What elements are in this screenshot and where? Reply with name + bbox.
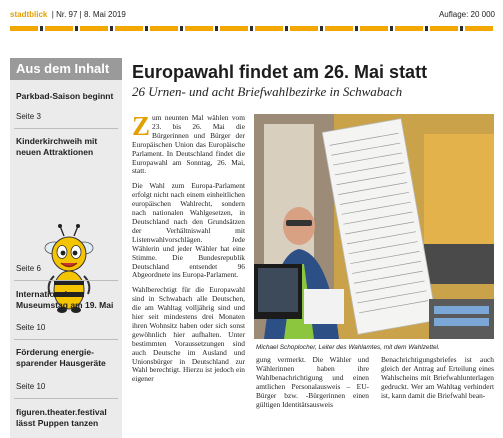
sidebar-item-page: Seite 10 — [16, 323, 46, 332]
article-column-3 — [381, 356, 494, 438]
sidebar-divider — [14, 128, 118, 129]
article-paragraph: Wahlberechtigt für die Europawahl sind in Schwabach alle Deutschen, die am Wahltag volljährig sind und hier seit mindestens drei Monaten ihren Wohnsitz haben oder sich sonst gewöhnlich hier aufhalten. Unter bestimmten Voraussetzungen sind auch Deutsche im Ausland und Unionsbürger in Deutschland zur Wahl berechtigt. Hierzu ist jedoch ein eigener — [132, 285, 245, 384]
sidebar-divider — [14, 339, 118, 340]
circulation: Auflage: 20 000 — [438, 10, 495, 19]
sidebar-item-page: Seite 10 — [16, 382, 46, 391]
sidebar-heading: Aus dem Inhalt — [10, 58, 122, 80]
sidebar-item-page: Seite 3 — [16, 112, 41, 121]
drop-cap: Z — [132, 114, 151, 141]
sidebar-item-page: Seite 6 — [16, 264, 41, 273]
sidebar-item-title: Förderung energie-sparender Hausgeräte — [16, 347, 106, 368]
masthead-left: stadtblick | Nr. 97 | 8. Mai 2019 — [10, 10, 126, 19]
article-column-1 — [132, 114, 245, 438]
sidebar-divider — [14, 398, 118, 399]
article-paragraph: Zum neunten Mal wählen vom 23. bis 26. Mai die Bürgerinnen und Bürger der Europäischen Union das Europäische Parlament. In Deutschland findet die Europawahl am Sonntag, 26. Mai, statt. — [132, 114, 245, 176]
sidebar-item-title: Parkbad-Saison beginnt — [16, 91, 114, 101]
sidebar-item-title: Internationaler Museumstag am 19. Mai — [16, 289, 114, 310]
article-column-2 — [256, 356, 369, 438]
contents-sidebar — [10, 58, 122, 438]
article-subheadline: 26 Urnen- und acht Briefwahlbezirke in Schwabach — [132, 84, 403, 99]
sidebar-item-title: figuren.theater.festival lässt Puppen tanzen — [16, 407, 107, 428]
issue-number: Nr. 97 — [56, 10, 78, 19]
masthead-rule — [10, 26, 495, 31]
issue-date: 8. Mai 2019 — [83, 10, 126, 19]
article-paragraph: Benachrichtigungsbriefes ist auch gleich der Antrag auf Erteilung eines Wahlscheins mit Briefwahlunterlagen gedruckt. Wer am Wahltag verhindert ist, kann damit die Briefwahl bean- — [381, 356, 494, 400]
photo-illustration — [254, 114, 494, 339]
masthead — [10, 7, 495, 21]
sidebar-divider — [14, 280, 118, 281]
article-headline: Europawahl findet am 26. Mai statt — [132, 62, 428, 82]
paper-name: stadtblick — [10, 10, 48, 19]
photo-caption: Michael Schoplocher, Leiter des Wahlamtes, mit dem Wahlzettel. — [256, 344, 440, 351]
article-paragraph: gung vermerkt. Die Wähler und Wählerinnen haben ihre Wahlbenachrichtigung und einen amtlichen Personalausweis – EU-Bürger bzw. -Bürgerinnen einen gültigen Identitätsausweis — [256, 356, 369, 409]
sidebar-item-title: Kinderkirchweih mit neuen Attraktionen — [16, 136, 98, 157]
separator: | — [49, 10, 57, 19]
article-photo — [254, 114, 494, 339]
article-paragraph: Die Wahl zum Europa-Parlament erfolgt nicht nach einem einheitlichen europäischen Wahlrecht, sondern nach nationalen Wahlgesetzen, in Deutschland nach den Grundsätzen der Verhältniswahl mit Listenwahlvorschlägen. Jede Wählerin und jeder Wähler hat eine Stimme. Die Bundesrepublik Deutschland entsendet 96 Abgeordnete ins Europa-Parlament. — [132, 181, 245, 280]
